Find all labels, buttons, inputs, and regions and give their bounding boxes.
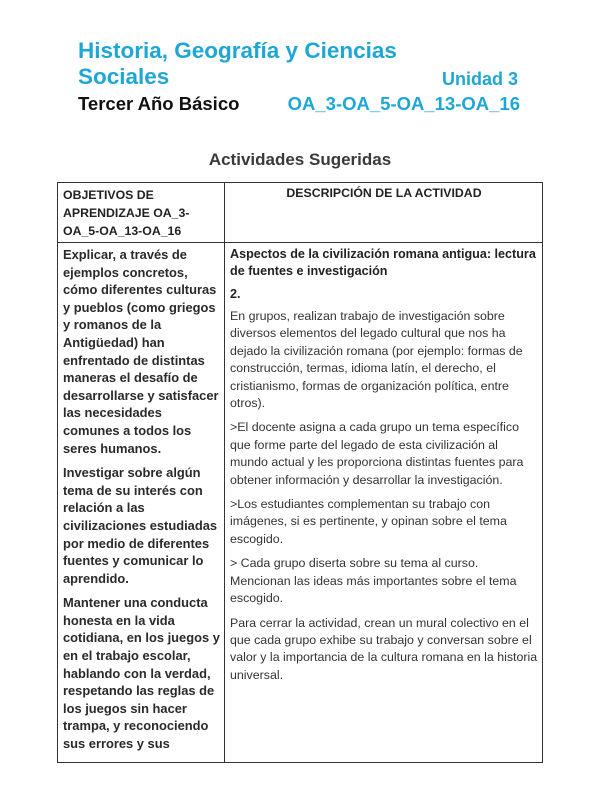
activity-title: Aspectos de la civilización romana antigua: lectura de fuentes e investigación <box>230 247 536 278</box>
section-title: Actividades Sugeridas <box>208 150 392 169</box>
objectives-cell <box>58 243 225 763</box>
table-header-row <box>58 183 543 243</box>
grade-label: Tercer Año Básico <box>78 93 240 114</box>
activity-paragraph: Para cerrar la actividad, crean un mural colectivo en el que cada grupo exhibe su trabajo y conversan sobre el valor y la importancia de la cultura romana en la historia universal. <box>230 615 538 682</box>
activity-paragraph: >El docente asigna a cada grupo un tema específico que forme parte del legado de esta civilización al mundo actual y les proporciona distintas fuentes para obtener información y desarrollar la investigación. <box>230 420 524 487</box>
activity-number: 2. <box>230 287 241 301</box>
description-header: DESCRIPCIÓN DE LA ACTIVIDAD <box>225 183 543 243</box>
objectives-header: OBJETIVOS DE APRENDIZAJE OA_3-OA_5-OA_13-OA_16 <box>58 183 225 243</box>
activities-table <box>57 182 543 763</box>
objective-item: Investigar sobre algún tema de su interés con relación a las civilizaciones estudiadas por medio de diferentes fuentes y comunicar lo aprendido. <box>63 465 218 586</box>
unit-label: Unidad 3 <box>441 69 518 89</box>
activity-paragraph: En grupos, realizan trabajo de investigación sobre diversos elementos del legado cultural que nos ha dejado la civilización romana (por ejemplo: formas de construcción, termas, idioma latín, el derecho, el cristianismo, formas de organización política, entre otros). <box>230 309 523 411</box>
subject-title-line2: Sociales <box>78 64 170 89</box>
objective-item: Mantener una conducta honesta en la vida cotidiana, en los juegos y en el trabajo escolar, hablando con la verdad, respetando las reglas de los juegos sin hacer trampa, y reconociendo sus errores y sus <box>63 595 220 752</box>
description-cell <box>225 243 543 763</box>
objective-codes: OA_3-OA_5-OA_13-OA_16 <box>287 93 520 114</box>
objective-item: Explicar, a través de ejemplos concretos, cómo diferentes culturas y pueblos (como griegos y romanos de la Antigüedad) han enfrentado de distintas maneras el desafío de desarrollarse y satisfacer las necesidades comunes a todos los seres humanos. <box>63 247 219 456</box>
activity-paragraph: >Los estudiantes complementan su trabajo con imágenes, si es pertinente, y opinan sobre el tema escogido. <box>230 497 507 546</box>
subject-title-line1: Historia, Geografía y Ciencias <box>78 38 397 63</box>
activity-paragraph: > Cada grupo diserta sobre su tema al curso. Mencionan las ideas más importantes sobre el tema escogido. <box>230 556 517 606</box>
table-row <box>58 243 543 763</box>
